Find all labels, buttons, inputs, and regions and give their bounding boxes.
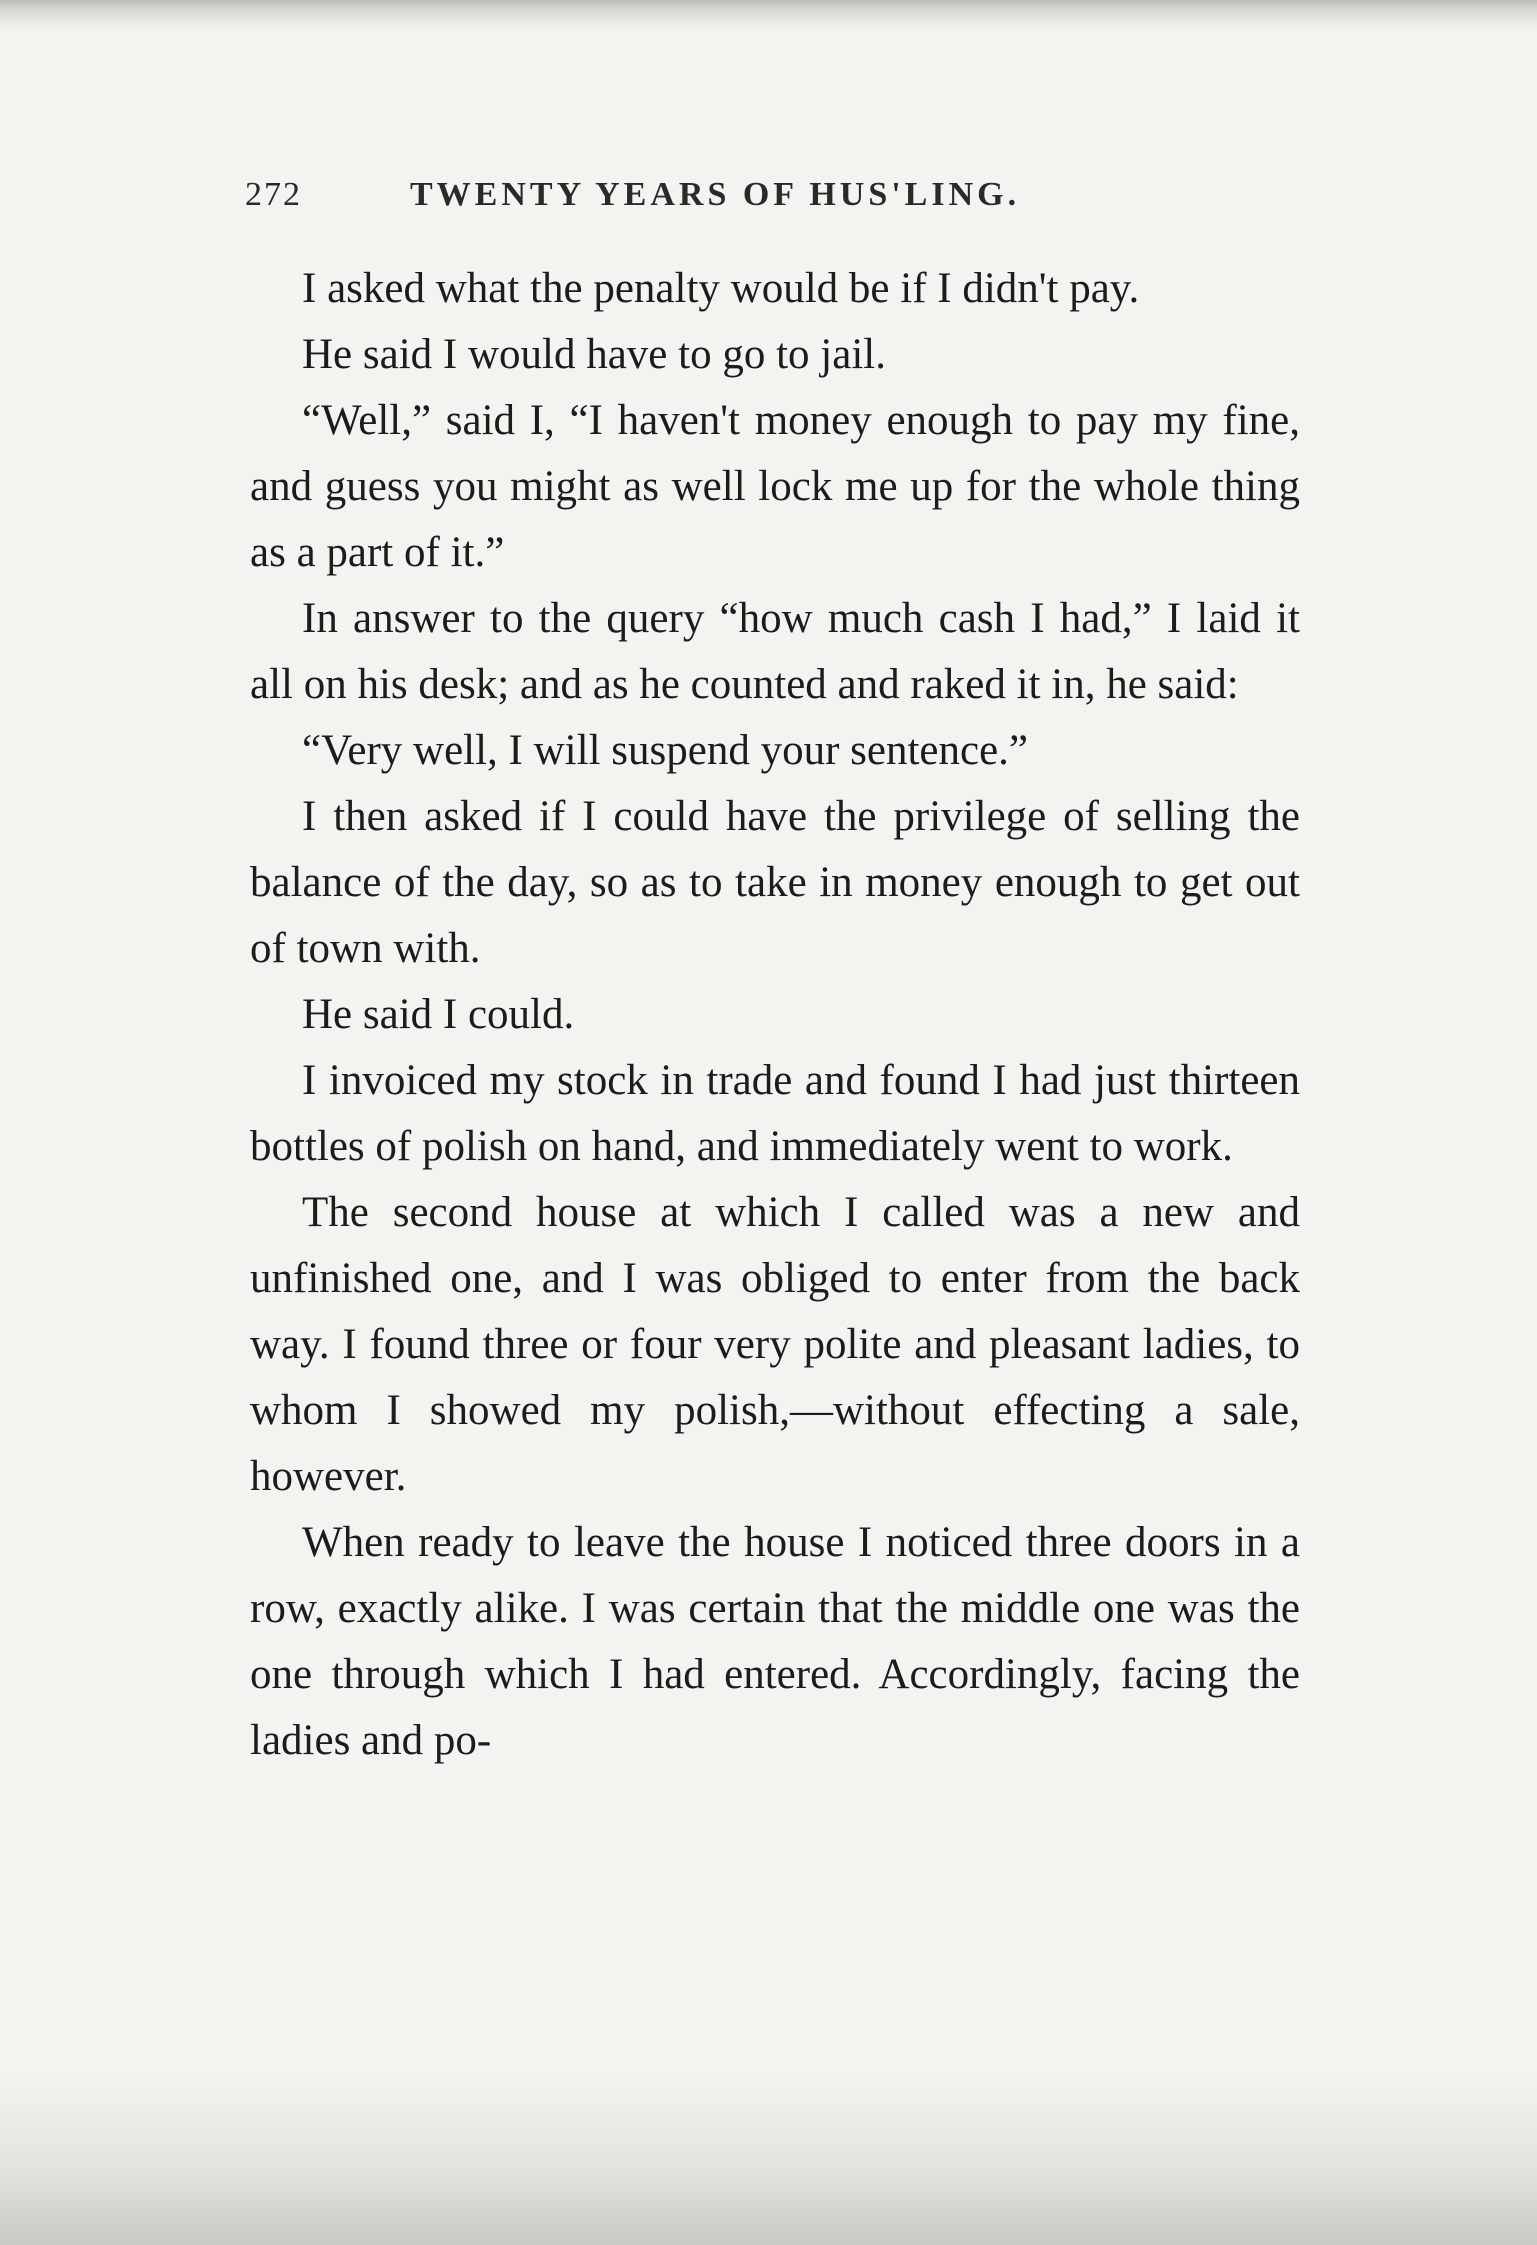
running-head [245, 158, 1255, 218]
paragraph-5: “Very well, I will suspend your sentence.” [302, 727, 1029, 774]
paragraph-3: “Well,” said I, “I haven't money enough to pay my fine, and guess you might as well lock me up for the whole thing as a part of it.” [250, 397, 1300, 576]
paragraph-6: I then asked if I could have the privilege of selling the balance of the day, so as to take in money enough to get out of town with. [250, 793, 1300, 972]
paragraph-9: The second house at which I called was a new and unfinished one, and I was obliged to enter from the back way. I found three or four very polite and pleasant ladies, to whom I showed my polish,—without effecting a sale, however. [250, 1189, 1300, 1500]
page-number: 272 [245, 176, 302, 213]
paragraph-4: In answer to the query “how much cash I had,” I laid it all on his desk; and as he counted and raked it in, he said: [250, 595, 1300, 708]
paragraph-1: I asked what the penalty would be if I didn't pay. [302, 265, 1140, 312]
running-title: TWENTY YEARS OF HUS'LING. [410, 176, 1021, 213]
page-bottom-edge-shading [0, 2075, 1537, 2245]
paragraph-10: When ready to leave the house I noticed three doors in a row, exactly alike. I was certain that the middle one was the one through which I had entered. Accordingly, facing the ladies and po- [250, 1519, 1300, 1764]
paragraph-2: He said I would have to go to jail. [302, 331, 886, 378]
paragraph-7: He said I could. [302, 991, 575, 1038]
page-top-edge-shading [0, 0, 1537, 30]
paragraph-8: I invoiced my stock in trade and found I had just thirteen bottles of polish on hand, and immediately went to work. [250, 1057, 1300, 1170]
body-text [250, 256, 1300, 1774]
